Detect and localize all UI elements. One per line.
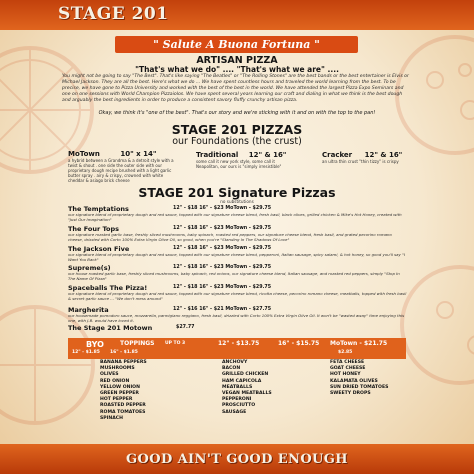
item-name: Spaceballs The Pizza!	[68, 284, 148, 292]
toppings-column-specialty	[330, 360, 388, 397]
topping-item: ANCHOVY	[222, 360, 248, 365]
byo-topping-price-16: 16" - $1.85	[110, 350, 138, 355]
byo-price-12: 12" - $13.75	[218, 340, 260, 347]
artisan-tagline: "That's what we do" .... "That's what we are" ....	[135, 65, 339, 74]
topping-item: ROASTED PEPPER	[100, 403, 146, 409]
topping-item: HOT HONEY	[330, 372, 361, 378]
topping-item: BACON	[222, 366, 241, 372]
topping-item: FETA CHEESE	[330, 360, 365, 365]
byo-motown-topping: $2.85	[338, 350, 353, 355]
topping-item: PEPPERONI	[222, 397, 252, 403]
signature-title: STAGE 201 Signature Pizzas	[138, 185, 336, 200]
item-description: our signature blend of proprietary dough and red sauce, topped with our signature cheese blend, pepperoni, Italian sausage, spicy salami, & hot honey, so good you'll say "I Want You Back"	[68, 252, 406, 262]
item-name: Supreme(s)	[68, 264, 111, 272]
topping-item: HAM CAPICOLA	[222, 378, 262, 384]
item-price: 12" - $16 16" - $21 MoTown - $27.75	[173, 307, 272, 312]
byo-price-motown: MoTown - $21.75	[330, 340, 388, 347]
byo-banner	[68, 338, 406, 359]
crust-description: a hybrid between a Grandma & a detroit style with a twist & shout . one side the outer side with our proprietary dough recipe brushed with a light garlic butter spray . airy & crispy, crowned with white cheddar & asiago brick cheese	[68, 158, 174, 183]
topping-item: YELLOW ONION	[100, 384, 140, 390]
topping-item: BANANA PEPPERS	[100, 360, 147, 365]
foundations-subtitle: our Foundations (the crust)	[172, 136, 302, 147]
item-description: our house roasted garlic base, freshly sliced mushrooms, baby spinach, red onions, our signature cheese blend, Italian sausage, and roasted red peppers, simply "Stop In The Name Of Pizza"	[68, 271, 400, 281]
crust-cracker	[322, 151, 418, 164]
crust-description: some call it new york style, some call it Neapolitan, our ours is "simply irresistible"	[196, 159, 282, 169]
menu-item	[68, 324, 408, 332]
crust-name: Traditional	[196, 151, 239, 159]
topping-item: KALAMATA OLIVES	[330, 378, 378, 384]
topping-item: GRILLED CHICKEN	[222, 372, 269, 378]
menu-item	[68, 284, 408, 302]
topping-item: SPINACH	[100, 415, 124, 421]
slogan-banner: " Salute A Buona Fortuna "	[115, 36, 358, 53]
topping-item: MUSHROOMS	[100, 366, 135, 372]
menu-item	[68, 225, 408, 243]
crust-size: 10" x 14"	[120, 150, 157, 158]
byo-label: BYO	[86, 340, 104, 349]
item-price: 12" - $18 16" - $23 MoTown - $29.75	[173, 265, 272, 270]
byo-topping-price-12: 12" - $1.85	[72, 350, 100, 355]
item-name: Margherita	[68, 306, 109, 314]
topping-item: SAUSAGE	[222, 409, 247, 415]
crust-size: 12" & 16"	[364, 151, 403, 159]
toppings-column-meat	[222, 360, 272, 416]
menu-item	[68, 205, 408, 223]
item-description: our signature blend of proprietary dough and red sauce, topped with our signature cheese blend, fresh basil, black olives, grilled chicken & Mike's Hot Honey, created with "Just Our Imagination"	[68, 212, 402, 222]
topping-item: VEGAN MEATBALLS	[222, 391, 272, 397]
item-price: 12" - $18 16" - $23 MoTown - $29.75	[173, 206, 272, 211]
topping-item: PROSCIUTTO	[222, 403, 256, 409]
footer-slogan: GOOD AIN'T GOOD ENOUGH	[126, 452, 348, 467]
no-substitutions-note: no substitutions	[220, 199, 254, 204]
menu-item	[68, 245, 408, 263]
crust-name: MoTown	[68, 150, 100, 158]
crust-traditional	[196, 151, 288, 169]
topping-item: GREEN PEPPER	[100, 391, 139, 397]
menu-item	[68, 306, 408, 324]
crust-motown	[68, 150, 180, 183]
item-name: The Four Tops	[68, 225, 120, 233]
crust-description: an ultra thin crust "thin tizzy" is crispy	[322, 159, 399, 164]
byo-toppings-sub: UP TO 3	[165, 341, 186, 346]
intro-paragraph: You might not be going to say "The Best". That's like saying "The Beatles" or "The Rolling Stones" are the best bands or the best entertainer is Elvis or Michael Jackson. They are all the best. Here's what we do ... We have spent countless hours and traveled the world learning from the best. To be precise, we have gone to Pizza University and worked with the best of the best in the world. We have attended the largest Pizza Expo Seminars and one on one sessions with World Champion Pizzaiolos. We have spent several years learning our craft and dialing in what we think is the best dough and arguably the best ingredients in order to produce a consistent savory fluffy crunchy artisan pizza.	[62, 74, 409, 104]
topping-item: SWEETY DROPS	[330, 391, 371, 397]
item-description: our signature roasted garlic base, freshly sliced mushrooms, baby spinach, roasted red peppers, our signature cheese blend, fresh basil, and grated pecorino romano cheese, drizzled with Corto 100% Extra Virgin Olive Oil, so good, when you're "Standing In The Shadows Of Love"	[68, 232, 392, 242]
intro-closing: Okay, we think it's "one of the best". That's our story and we're sticking with it and on with the top to the pan!	[98, 110, 376, 116]
brand-logo-text: STAGE 201	[58, 4, 169, 24]
toppings-column-veg	[100, 360, 147, 422]
topping-item: SUN DRIED TOMATOES	[330, 384, 389, 390]
topping-item: GOAT CHEESE	[330, 366, 366, 372]
item-name: The Stage 201 Motown	[68, 324, 153, 332]
crust-size: 12" & 16"	[248, 151, 287, 159]
item-name: The Temptations	[68, 205, 129, 213]
topping-item: ROMA TOMATOES	[100, 409, 146, 415]
topping-item: HOT PEPPER	[100, 397, 133, 403]
item-description: our housemade pomodoro sauce, mozzarella, parmigiano reggiano, fresh basil, drizzled with Corto 100% Extra Virgin Olive Oil. It won't be "wasted away" time enjoying this one, with J.B. would have loved it.	[68, 313, 405, 323]
artisan-title: ARTISAN PIZZA	[196, 55, 278, 66]
foundations-title: STAGE 201 PIZZAS	[171, 122, 303, 137]
topping-item: MEATBALLS	[222, 384, 253, 390]
item-price: 12" - $18 16" - $23 MoTown - $29.75	[173, 285, 272, 290]
item-description: our signature blend of proprietary dough and red sauce, topped with our signature cheese blend, ricotta cheese, pecorino romano cheese, meatballs, topped with fresh basil & secret garlic sauce ... "We don't mess around"	[68, 291, 407, 301]
item-name: The Jackson Five	[68, 245, 130, 253]
item-price: $27.77	[176, 325, 195, 330]
item-price: 12" - $18 16" - $23 MoTown - $29.75	[173, 246, 272, 251]
topping-item: RED ONION	[100, 378, 130, 384]
menu-item	[68, 264, 408, 282]
item-price: 12" - $18 16" - $23 MoTown - $29.75	[173, 226, 272, 231]
byo-price-16: 16" - $15.75	[278, 340, 320, 347]
crust-name: Cracker	[322, 151, 353, 159]
topping-item: OLIVES	[100, 372, 119, 378]
byo-toppings-label: TOPPINGS	[120, 340, 155, 347]
